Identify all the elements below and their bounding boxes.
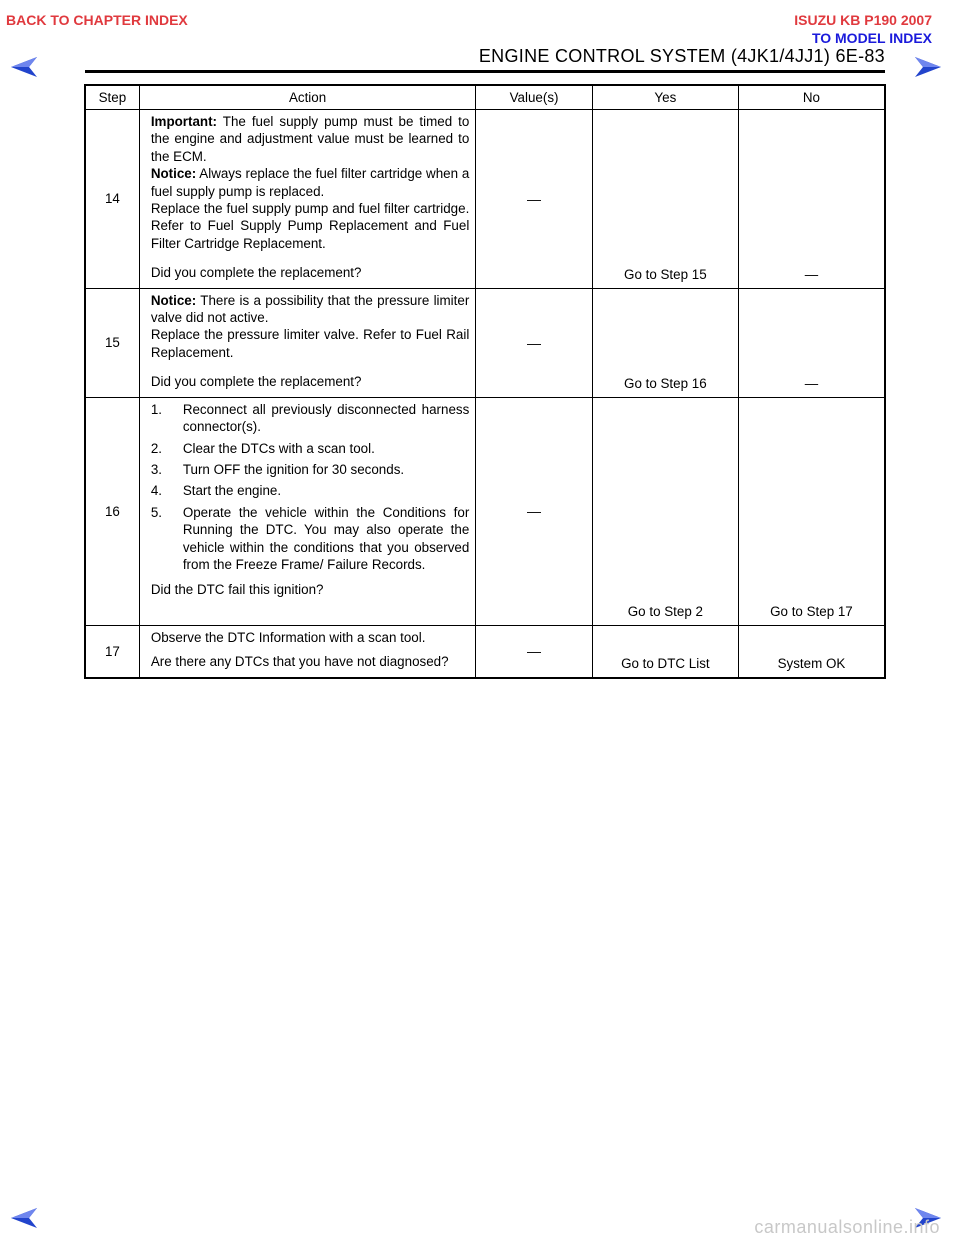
step-number: 15 (85, 288, 139, 397)
value-cell (476, 288, 593, 397)
value-cell (476, 625, 593, 678)
list-item: 2. Clear the DTCs with a scan tool. (150, 440, 375, 456)
action-text: Observe the DTC Information with a scan tool. (150, 629, 426, 645)
notice-label: Notice: (150, 166, 197, 182)
value-text: — (527, 643, 542, 660)
no-cell (738, 288, 885, 397)
notice-label: Notice: (150, 292, 197, 308)
yes-link[interactable]: Go to Step 16 (624, 375, 707, 391)
value-text: — (527, 334, 542, 351)
step-number: 16 (85, 397, 139, 625)
no-text: — (804, 375, 819, 391)
header-action: Action (139, 85, 475, 110)
header-step: Step (85, 85, 139, 110)
list-item: 4. Start the engine. (150, 483, 282, 499)
list-item: 3. Turn OFF the ignition for 30 seconds. (150, 461, 405, 477)
procedure-list (151, 401, 469, 574)
no-text: System OK (777, 656, 846, 672)
table-row (85, 110, 885, 289)
value-text: — (527, 190, 542, 207)
arrow-left-icon (10, 56, 40, 78)
step-number: 17 (85, 625, 139, 678)
yes-cell (592, 110, 738, 289)
page-title: ENGINE CONTROL SYSTEM (4JK1/4JJ1) 6E-83 (478, 46, 885, 66)
header-values: Value(s) (476, 85, 593, 110)
no-link[interactable]: Go to Step 17 (770, 603, 853, 619)
watermark: carmanualsonline.info (754, 1217, 940, 1237)
action-question: Are there any DTCs that you have not diagnosed? (150, 654, 449, 670)
table-row (85, 288, 885, 397)
prev-page-button[interactable] (10, 56, 40, 78)
value-cell (476, 397, 593, 625)
yes-cell (592, 625, 738, 678)
action-question: Did you complete the replacement? (150, 265, 362, 281)
value-cell (476, 110, 593, 289)
no-cell (738, 110, 885, 289)
notice-text: Always replace the fuel filter cartridge when a fuel supply pump is replaced. (150, 166, 470, 199)
back-to-chapter-index-link[interactable]: BACK TO CHAPTER INDEX (6, 12, 188, 28)
arrow-left-icon (10, 1207, 40, 1229)
yes-link[interactable]: Go to Step 2 (627, 603, 703, 619)
yes-cell (592, 397, 738, 625)
no-text: — (804, 266, 819, 282)
action-cell (139, 288, 475, 397)
action-question: Did the DTC fail this ignition? (150, 582, 324, 598)
brand-title: ISUZU KB P190 2007 (794, 12, 932, 28)
next-page-button[interactable] (912, 56, 942, 78)
header-divider (85, 70, 885, 73)
action-text: Replace the fuel supply pump and fuel filter cartridge. Refer to Fuel Supply Pump Replacement and Fuel Filter Cartridge Replacement. (150, 201, 470, 251)
diagnostic-table (84, 84, 886, 679)
no-cell (738, 397, 885, 625)
no-cell (738, 625, 885, 678)
action-text: Replace the pressure limiter valve. Refer to Fuel Rail Replacement. (150, 327, 470, 360)
important-text: The fuel supply pump must be timed to the engine and adjustment value must be learned to the ECM. (150, 114, 470, 164)
table-row (85, 625, 885, 678)
yes-link[interactable]: Go to Step 15 (624, 266, 707, 282)
yes-link[interactable]: Go to DTC List (621, 656, 710, 672)
table-row (85, 397, 885, 625)
arrow-right-icon (912, 56, 942, 78)
important-label: Important: (150, 114, 218, 129)
action-cell (139, 397, 475, 625)
table-header-row (85, 85, 885, 110)
header-no: No (738, 85, 885, 110)
yes-cell (592, 288, 738, 397)
value-text: — (527, 503, 542, 520)
action-question: Did you complete the replacement? (150, 374, 362, 390)
notice-text: There is a possibility that the pressure limiter valve did not active. (150, 292, 470, 326)
to-model-index-link[interactable]: TO MODEL INDEX (811, 30, 932, 46)
list-item: 5. Operate the vehicle within the Conditions for Running the DTC. You may also operate the vehicle within the conditions that you observed from the Freeze Frame/ Failure Records. (150, 504, 470, 572)
action-cell (139, 110, 475, 289)
step-number: 14 (85, 110, 139, 289)
header-yes: Yes (592, 85, 738, 110)
action-cell (139, 625, 475, 678)
prev-page-button[interactable] (10, 1207, 40, 1229)
list-item: 1. Reconnect all previously disconnected harness connector(s). (150, 401, 470, 435)
